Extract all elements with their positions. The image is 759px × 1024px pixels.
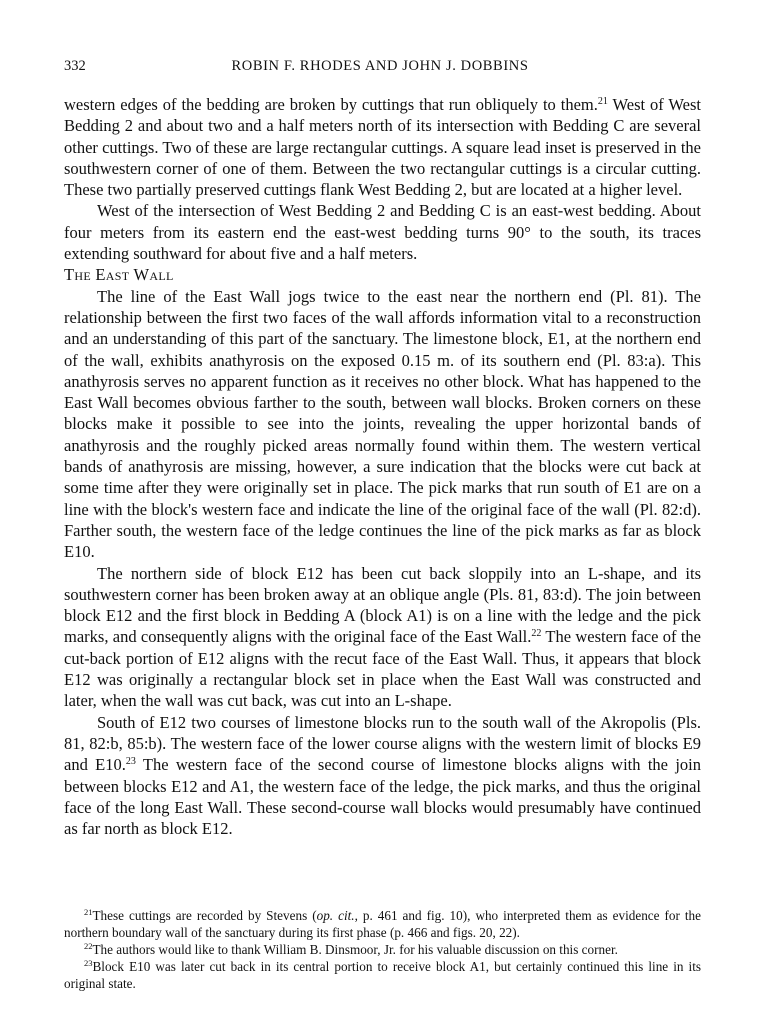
footnote-ref-22: 22 [531,628,542,640]
running-head-authors: ROBIN F. RHODES AND JOHN J. DOBBINS [231,58,529,74]
footnote-number: 21 [84,907,93,917]
paragraph-5-part-a: South of E12 two courses of limestone blocks run to the south wall of the Akropolis (Pls. 81, 82:b, 85:b). The western face of the lower course aligns with the western limit of blocks E9 and E10. [64,712,701,775]
footnote-ref-21: 21 [597,96,608,107]
paragraph-1-part-a: western edges of the bedding are broken by cuttings that run obliquely to them. [64,95,598,114]
footnote-ref-23: 23 [125,756,136,768]
footnotes [64,907,701,992]
paragraph-3: The line of the East Wall jogs twice to the east near the northern end (Pl. 81). The relationship between the first two faces of the wall affords information vital to a reconstruction and an understanding of this part of the sanctuary. The limestone block, E1, at the northern end of the wall, exhibits anathyrosis on the exposed 0.15 m. of its southern end (Pl. 83:a). This anathyrosis serves no apparent function as it receives no other block. What has happened to the East Wall becomes obvious farther to the south, between wall blocks. Broken corners on these blocks make it possible to see into the joints, revealing the upper horizontal bands of anathyrosis and the roughly picked areas normally found within them. The western vertical bands of anathyrosis are missing, however, a sure indication that the blocks were cut back at some time after they were originally set in place. The pick marks that run south of E1 are on a line with the block's western face and indicate the line of the original face of the wall (Pl. 82:d). Farther south, the western face of the ledge continues the line of the pick marks as far as block E10. [64,286,701,562]
section-heading: The East Wall [64,265,174,285]
paragraph-4-part-b: The western face of the cut-back portion of E12 aligns with the recut face of the East Wall. Thus, it appears that block E12 was originally a rectangular block set in place when the East Wall was constructed and later, when the wall was cut back, was cut into an L-shape. [64,627,701,711]
paragraph-5-part-b: The western face of the second course of limestone blocks aligns with the join between blocks E12 and A1, the western face of the ledge, the pick marks, and thus the original face of the long East Wall. These second-course wall blocks would presumably have continued as far north as block E12. [64,755,702,839]
paragraph-1 [64,94,701,200]
page-number: 332 [64,58,86,74]
footnote-text: These cuttings are recorded by Stevens ( [92,908,317,923]
footnote-22 [64,941,701,958]
footnote-23 [64,958,701,992]
footnote-21 [64,907,701,941]
footnote-italic-citation: op. cit. [316,908,355,923]
paragraph-4-part-a: The northern side of block E12 has been cut back sloppily into an L-shape, and its southwestern corner has been broken away at an oblique angle (Pls. 81, 83:d). The join between block E12 and the first block in Bedding A (block A1) is on a line with the ledge and the pick marks, and consequently aligns with the original face of the East Wall. [64,563,701,647]
running-header [64,58,696,78]
paragraph-2: West of the intersection of West Bedding 2 and Bedding C is an east-west bedding. About four meters from its eastern end the east-west bedding turns 90° to the south, its traces extending southward for about five and a half meters. [64,201,701,264]
footnote-text: The authors would like to thank William B. Dinsmoor, Jr. for his valuable discussion on this corner. [92,942,618,957]
footnote-number: 22 [84,941,93,951]
footnote-text: Block E10 was later cut back in its central portion to receive block A1, but certainly continued this line in its original state. [64,959,701,991]
paragraph-1-part-b: West of West Bedding 2 and about two and a half meters north of its intersection with Bedding C are several other cuttings. Two of these are large rectangular cuttings. A square lead inset is preserved in the southwestern corner of one of them. Between the two rectangular cuttings is a circular cutting. These two partially preserved cuttings flank West Bedding 2, but are located at a higher level. [64,95,702,200]
footnote-number: 23 [84,958,93,968]
footnote-text-cont: , p. 461 and fig. 10), who interpreted them as evidence for the northern boundary wall of the sanctuary during its first phase (p. 466 and figs. 20, 22). [64,908,701,940]
paragraph-4 [64,563,701,712]
main-text [64,94,701,839]
paragraph-5 [64,712,701,840]
